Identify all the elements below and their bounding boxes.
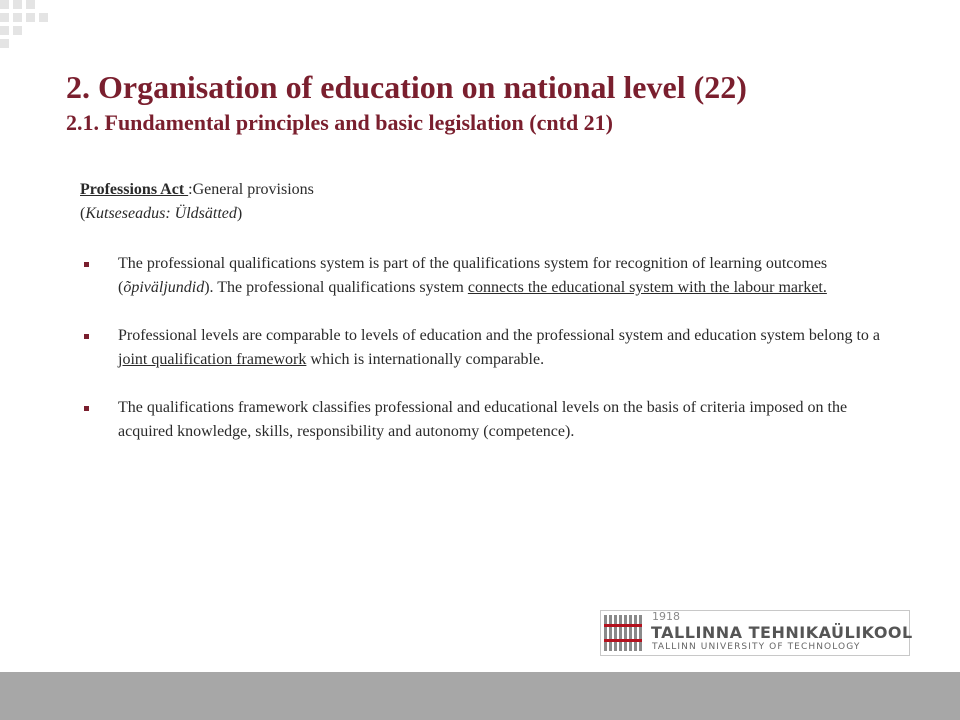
square-bullet-icon (84, 262, 89, 267)
bullet-text: which is internationally comparable. (306, 351, 545, 368)
square-bullet-icon (84, 334, 89, 339)
square-bullet-icon (84, 406, 89, 411)
logo-name: TALLINNA TEHNIKAÜLIKOOL (651, 623, 913, 642)
logo-bars-icon (604, 615, 644, 651)
bullet-italic-term: õpiväljundid (123, 279, 205, 296)
bullet-list (80, 252, 880, 444)
title-block (66, 68, 946, 136)
slide-subtitle: 2.1. Fundamental principles and basic legislation (cntd 21) (66, 110, 614, 135)
corner-decoration (0, 0, 70, 70)
logo-year: 1918 (652, 610, 680, 623)
act-name: Professions Act (80, 181, 189, 198)
act-colon: : (188, 181, 193, 198)
logo-name-english: TALLINN UNIVERSITY OF TECHNOLOGY (652, 642, 861, 652)
slide-content (80, 178, 880, 468)
university-logo (600, 610, 913, 656)
bullet-text: ). The professional qualifications system (204, 279, 468, 296)
act-heading (80, 178, 880, 202)
act-original-title: Kutseseadus: Üldsätted (85, 205, 237, 222)
bullet-item (80, 396, 880, 444)
act-original-name (80, 202, 880, 226)
bullet-item (80, 324, 880, 372)
bullet-text: Professional levels are comparable to levels of education and the professional system and education system belong to a (118, 327, 880, 344)
bullet-underlined-text: joint qualification framework (118, 351, 307, 368)
bullet-text: The professional qualifications system is part of the qualifications system for recognition of learning outcomes ( (118, 255, 828, 296)
act-section: General provisions (192, 181, 314, 198)
footer-bar (0, 672, 960, 720)
bullet-underlined-text: connects the educational system with the labour market. (467, 279, 827, 296)
bullet-item (80, 252, 880, 300)
slide-title: 2. Organisation of education on national level (22) (66, 69, 747, 105)
act-original-open: ( (80, 205, 86, 222)
bullet-text: The qualifications framework classifies professional and educational levels on the basis of criteria imposed on the acquired knowledge, skills, responsibility and autonomy (competence). (118, 399, 848, 440)
act-original-close: ) (236, 205, 243, 222)
